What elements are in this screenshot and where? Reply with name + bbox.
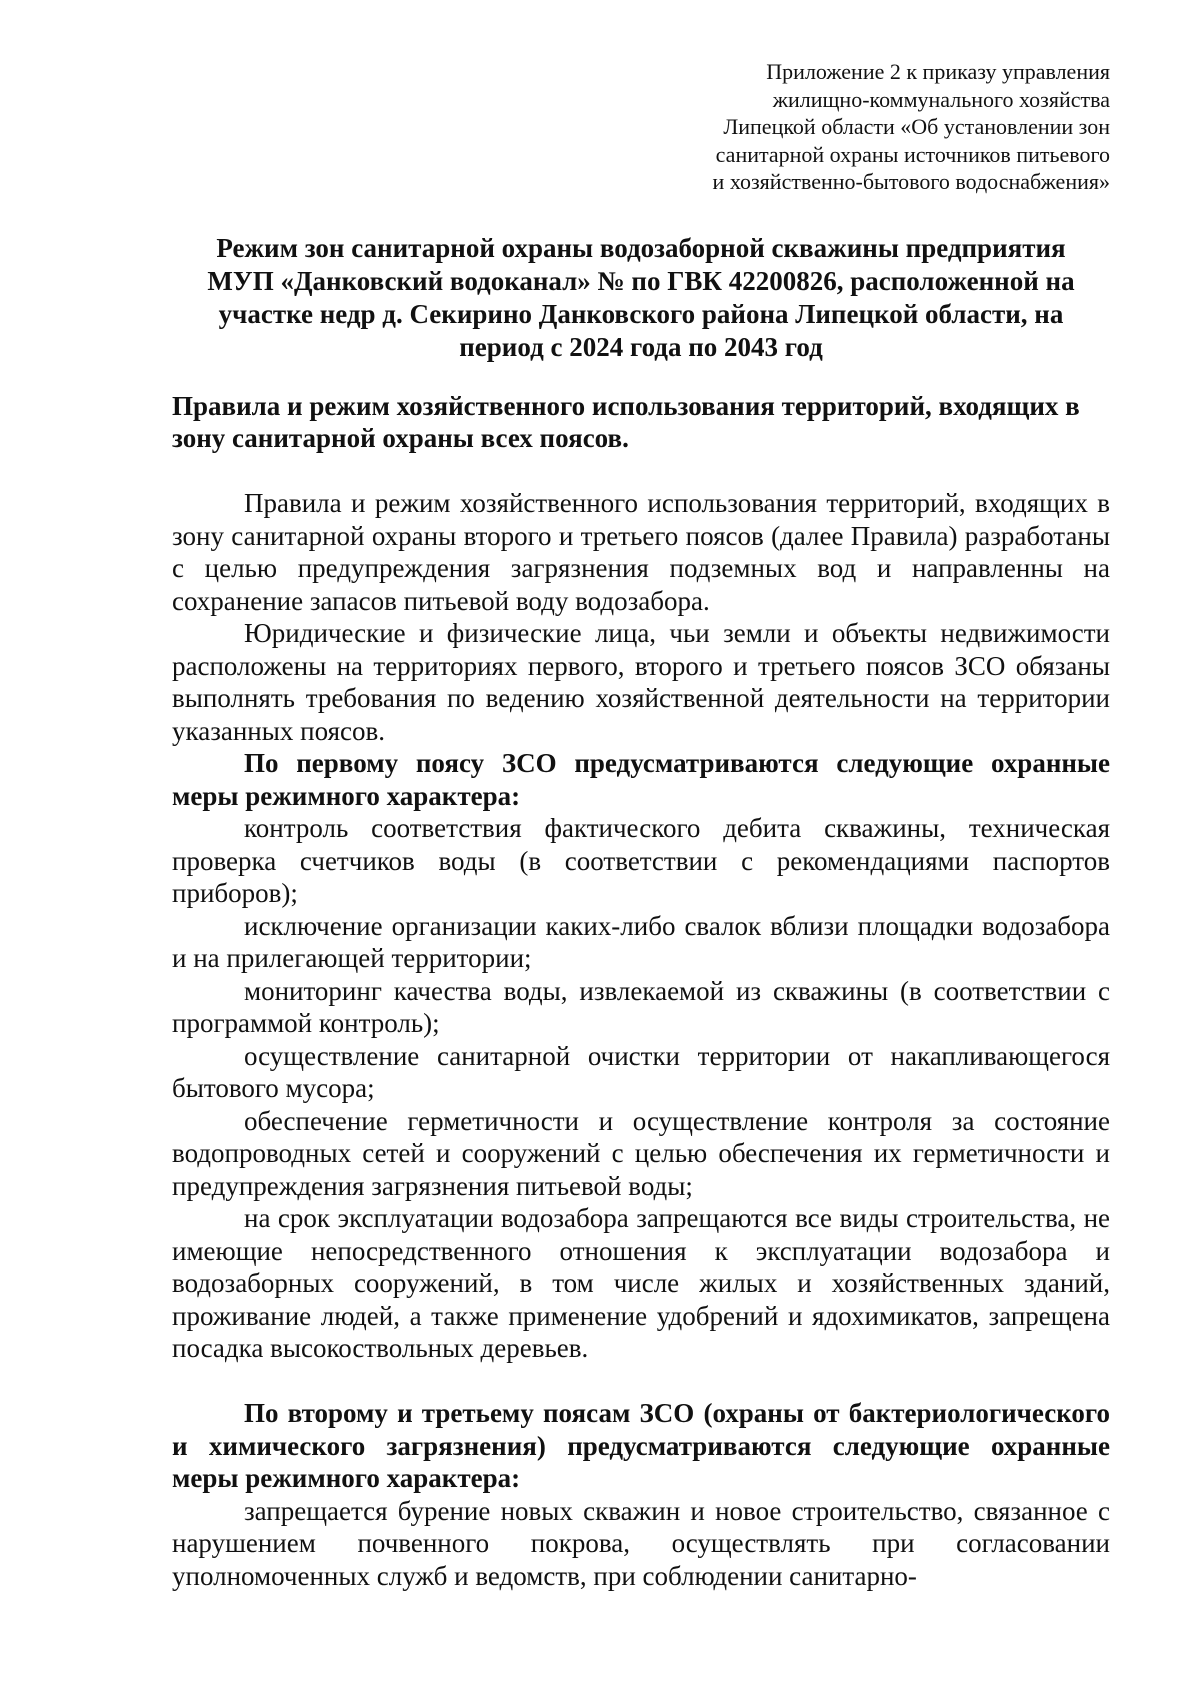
- section-heading: Правила и режим хозяйственного использования территорий, входящих в зону санитарной охраны всех поясов.: [172, 391, 1080, 453]
- appendix-reference: [630, 58, 1110, 196]
- appendix-line: санитарной охраны источников питьевого: [715, 141, 1110, 167]
- belt1-item: контроль соответствия фактического дебита скважины, техническая проверка счетчиков воды (в соответствии с рекомендациями паспортов приборов);: [172, 813, 1110, 908]
- title-line: участке недр д. Секирино Данковского района Липецкой области, на: [218, 299, 1064, 329]
- belt23-heading: По второму и третьему поясам ЗСО (охраны от бактериологического и химического загрязнения) предусматриваются следующие охранные меры режимного характера:: [172, 1398, 1110, 1493]
- appendix-line: Приложение 2 к приказу управления: [766, 59, 1110, 84]
- paragraph-obligations: Юридические и физические лица, чьи земли и объекты недвижимости расположены на территориях первого, второго и третьего поясов ЗСО обязаны выполнять требования по ведению хозяйственной деятельности на территории указанных поясов.: [172, 618, 1110, 746]
- appendix-line: Липецкой области «Об установлении зон: [723, 114, 1110, 139]
- belt1-heading: По первому поясу ЗСО предусматриваются следующие охранные меры режимного характера:: [172, 748, 1110, 811]
- title-line: МУП «Данковский водоканал» № по ГВК 42200826, расположенной на: [207, 266, 1075, 296]
- appendix-line: жилищно-коммунального хозяйства: [772, 86, 1110, 112]
- belt23-item: запрещается бурение новых скважин и новое строительство, связанное с нарушением почвенного покрова, осуществлять при согласовании уполномоченных служб и ведомств, при соблюдении санитарно-: [172, 1495, 1110, 1591]
- document-title: [172, 232, 1110, 364]
- belt1-item: исключение организации каких-либо свалок вблизи площадки водозабора и на прилегающей территории;: [172, 910, 1110, 973]
- belt1-item: мониторинг качества воды, извлекаемой из скважины (в соответствии с программой контроль);: [172, 975, 1110, 1038]
- belt1-item: на срок эксплуатации водозабора запрещаются все виды строительства, не имеющие непосредственного отношения к эксплуатации водозабора и водозаборных сооружений, в том числе жилых и хозяйственных зданий, проживание людей, а также применение удобрений и ядохимикатов, запрещена посадка высокоствольных деревьев.: [172, 1203, 1110, 1363]
- document-body: [172, 487, 1110, 1365]
- belt1-item: обеспечение герметичности и осуществление контроля за состояние водопроводных сетей и сооружений с целью обеспечения их герметичности и предупреждения загрязнения питьевой воды;: [172, 1105, 1110, 1201]
- paragraph-rules-purpose: Правила и режим хозяйственного использования территорий, входящих в зону санитарной охраны второго и третьего поясов (далее Правила) разработаны с целью предупреждения загрязнения подземных вод и направленны на сохранение запасов питьевой воду водозабора.: [172, 488, 1110, 616]
- title-line: период с 2024 года по 2043 год: [459, 332, 823, 362]
- title-line: Режим зон санитарной охраны водозаборной скважины предприятия: [216, 233, 1066, 263]
- appendix-line: и хозяйственно-бытового водоснабжения»: [712, 169, 1110, 194]
- belt1-item: осуществление санитарной очистки территории от накапливающегося бытового мусора;: [172, 1040, 1110, 1103]
- belt23-section: [172, 1397, 1110, 1592]
